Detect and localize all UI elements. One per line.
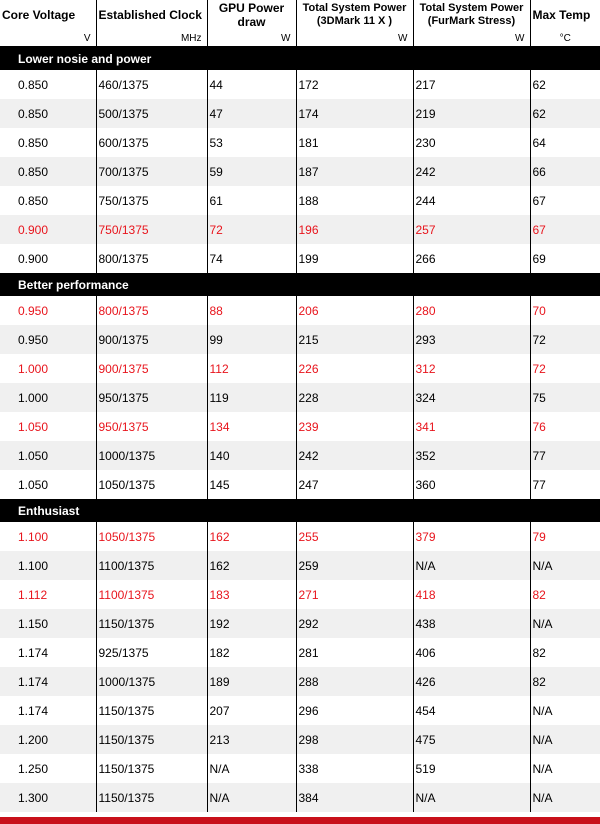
cell-core-voltage: 1.000 [0, 383, 96, 412]
units-row [0, 30, 600, 47]
cell-established-clock: 500/1375 [96, 99, 207, 128]
cell-system-power-furmark: 324 [413, 383, 530, 412]
cell-system-power-3dmark: 298 [296, 725, 413, 754]
cell-core-voltage: 1.174 [0, 638, 96, 667]
cell-max-temp: 77 [530, 470, 600, 499]
cell-system-power-furmark: 341 [413, 412, 530, 441]
cell-core-voltage: 1.112 [0, 580, 96, 609]
section-header-row [0, 273, 600, 296]
table-row [0, 551, 600, 580]
unit-system-power-furmark: W [413, 30, 530, 47]
cell-gpu-power: 74 [207, 244, 296, 273]
table-row [0, 128, 600, 157]
table-row [0, 696, 600, 725]
cell-system-power-3dmark: 174 [296, 99, 413, 128]
header-system-power-3dmark [296, 0, 413, 30]
cell-established-clock: 1050/1375 [96, 522, 207, 551]
unit-system-power-3dmark: W [296, 30, 413, 47]
cell-gpu-power: 47 [207, 99, 296, 128]
cell-max-temp: N/A [530, 551, 600, 580]
table-row [0, 522, 600, 551]
section-title: Lower nosie and power [0, 47, 600, 71]
cell-system-power-3dmark: 296 [296, 696, 413, 725]
cell-gpu-power: 162 [207, 551, 296, 580]
cell-gpu-power: 72 [207, 215, 296, 244]
cell-gpu-power: 53 [207, 128, 296, 157]
cell-system-power-3dmark: 239 [296, 412, 413, 441]
cell-core-voltage: 0.850 [0, 99, 96, 128]
cell-established-clock: 750/1375 [96, 215, 207, 244]
cell-max-temp: 72 [530, 325, 600, 354]
cell-gpu-power: 213 [207, 725, 296, 754]
cell-system-power-3dmark: 172 [296, 70, 413, 99]
cell-established-clock: 1150/1375 [96, 783, 207, 812]
cell-system-power-furmark: 242 [413, 157, 530, 186]
cell-core-voltage: 1.174 [0, 667, 96, 696]
table-row [0, 244, 600, 273]
cell-max-temp: 67 [530, 215, 600, 244]
cell-system-power-furmark: 266 [413, 244, 530, 273]
table-row [0, 99, 600, 128]
section-header-row [0, 499, 600, 522]
cell-system-power-3dmark: 281 [296, 638, 413, 667]
table-row [0, 412, 600, 441]
cell-system-power-furmark: 519 [413, 754, 530, 783]
cell-system-power-furmark: 293 [413, 325, 530, 354]
cell-system-power-furmark: 418 [413, 580, 530, 609]
cell-core-voltage: 1.100 [0, 522, 96, 551]
cell-established-clock: 750/1375 [96, 186, 207, 215]
cell-system-power-3dmark: 226 [296, 354, 413, 383]
cell-system-power-3dmark: 271 [296, 580, 413, 609]
cell-core-voltage: 1.200 [0, 725, 96, 754]
header-row [0, 0, 600, 30]
header-system-power-furmark-line1: Total System Power [419, 2, 524, 14]
table-row [0, 609, 600, 638]
cell-established-clock: 1050/1375 [96, 470, 207, 499]
cell-max-temp: N/A [530, 725, 600, 754]
header-established-clock: Established Clock [96, 0, 207, 30]
cell-max-temp: 82 [530, 638, 600, 667]
cell-system-power-3dmark: 288 [296, 667, 413, 696]
cell-gpu-power: 59 [207, 157, 296, 186]
table-body [0, 47, 600, 813]
cell-system-power-3dmark: 196 [296, 215, 413, 244]
cell-system-power-3dmark: 292 [296, 609, 413, 638]
cell-gpu-power: 99 [207, 325, 296, 354]
table-row [0, 667, 600, 696]
cell-established-clock: 1000/1375 [96, 441, 207, 470]
cell-core-voltage: 0.900 [0, 244, 96, 273]
cell-system-power-furmark: N/A [413, 551, 530, 580]
cell-max-temp: 62 [530, 70, 600, 99]
cell-system-power-3dmark: 247 [296, 470, 413, 499]
cell-established-clock: 800/1375 [96, 296, 207, 325]
header-gpu-power-line1: GPU Power [218, 1, 285, 15]
cell-gpu-power: 112 [207, 354, 296, 383]
cell-gpu-power: 134 [207, 412, 296, 441]
cell-established-clock: 700/1375 [96, 157, 207, 186]
cell-system-power-furmark: N/A [413, 783, 530, 812]
cell-established-clock: 900/1375 [96, 325, 207, 354]
table-row [0, 70, 600, 99]
unit-clock: MHz [96, 30, 207, 47]
cell-system-power-furmark: 257 [413, 215, 530, 244]
cell-max-temp: 64 [530, 128, 600, 157]
cell-core-voltage: 0.950 [0, 325, 96, 354]
table-row [0, 215, 600, 244]
cell-gpu-power: 162 [207, 522, 296, 551]
cell-system-power-3dmark: 206 [296, 296, 413, 325]
cell-gpu-power: N/A [207, 783, 296, 812]
table-row [0, 580, 600, 609]
cell-gpu-power: 183 [207, 580, 296, 609]
cell-max-temp: 79 [530, 522, 600, 551]
section-title: Better performance [0, 273, 600, 296]
cell-system-power-furmark: 475 [413, 725, 530, 754]
table-row [0, 296, 600, 325]
unit-temp: °C [530, 30, 600, 47]
cell-gpu-power: 88 [207, 296, 296, 325]
cell-established-clock: 800/1375 [96, 244, 207, 273]
cell-core-voltage: 1.050 [0, 412, 96, 441]
cell-core-voltage: 0.850 [0, 70, 96, 99]
cell-established-clock: 1100/1375 [96, 580, 207, 609]
cell-gpu-power: 44 [207, 70, 296, 99]
cell-core-voltage: 1.050 [0, 441, 96, 470]
table-row [0, 754, 600, 783]
cell-gpu-power: 119 [207, 383, 296, 412]
cell-max-temp: 82 [530, 580, 600, 609]
cell-system-power-3dmark: 338 [296, 754, 413, 783]
cell-system-power-3dmark: 384 [296, 783, 413, 812]
cell-max-temp: N/A [530, 754, 600, 783]
table-row [0, 441, 600, 470]
cell-system-power-3dmark: 187 [296, 157, 413, 186]
cell-system-power-furmark: 244 [413, 186, 530, 215]
cell-system-power-3dmark: 242 [296, 441, 413, 470]
cell-max-temp: 70 [530, 296, 600, 325]
cell-established-clock: 900/1375 [96, 354, 207, 383]
table-row [0, 325, 600, 354]
cell-system-power-3dmark: 181 [296, 128, 413, 157]
section-header-row [0, 47, 600, 71]
cell-gpu-power: 145 [207, 470, 296, 499]
cell-established-clock: 925/1375 [96, 638, 207, 667]
table-row [0, 470, 600, 499]
cell-established-clock: 600/1375 [96, 128, 207, 157]
cell-system-power-3dmark: 228 [296, 383, 413, 412]
cell-max-temp: 76 [530, 412, 600, 441]
cell-max-temp: N/A [530, 783, 600, 812]
cell-core-voltage: 1.174 [0, 696, 96, 725]
cell-core-voltage: 0.950 [0, 296, 96, 325]
cell-system-power-3dmark: 255 [296, 522, 413, 551]
cell-established-clock: 1150/1375 [96, 754, 207, 783]
cell-system-power-3dmark: 188 [296, 186, 413, 215]
unit-voltage: V [0, 30, 96, 47]
section-title: Enthusiast [0, 499, 600, 522]
cell-core-voltage: 1.000 [0, 354, 96, 383]
table-row [0, 383, 600, 412]
header-max-temp: Max Temp [530, 0, 600, 30]
table-row [0, 725, 600, 754]
cell-gpu-power: 61 [207, 186, 296, 215]
table-row [0, 638, 600, 667]
cell-max-temp: N/A [530, 609, 600, 638]
cell-gpu-power: 182 [207, 638, 296, 667]
cell-system-power-3dmark: 215 [296, 325, 413, 354]
cell-max-temp: 75 [530, 383, 600, 412]
footer-bar [0, 817, 600, 824]
cell-established-clock: 1150/1375 [96, 609, 207, 638]
cell-core-voltage: 1.100 [0, 551, 96, 580]
cell-system-power-furmark: 438 [413, 609, 530, 638]
cell-core-voltage: 0.850 [0, 128, 96, 157]
cell-established-clock: 1000/1375 [96, 667, 207, 696]
header-system-power-3dmark-line1: Total System Power [302, 2, 407, 14]
table-row [0, 186, 600, 215]
cell-core-voltage: 1.150 [0, 609, 96, 638]
cell-max-temp: 66 [530, 157, 600, 186]
cell-established-clock: 1100/1375 [96, 551, 207, 580]
cell-established-clock: 1150/1375 [96, 696, 207, 725]
table-row [0, 157, 600, 186]
cell-system-power-3dmark: 199 [296, 244, 413, 273]
cell-system-power-furmark: 360 [413, 470, 530, 499]
header-core-voltage: Core Voltage [2, 8, 76, 22]
cell-established-clock: 1150/1375 [96, 725, 207, 754]
cell-system-power-furmark: 280 [413, 296, 530, 325]
header-system-power-furmark-line2: (FurMark Stress) [427, 15, 516, 27]
cell-max-temp: N/A [530, 696, 600, 725]
table-row [0, 783, 600, 812]
cell-established-clock: 950/1375 [96, 383, 207, 412]
unit-gpu-power: W [207, 30, 296, 47]
cell-established-clock: 460/1375 [96, 70, 207, 99]
cell-system-power-furmark: 352 [413, 441, 530, 470]
cell-core-voltage: 0.850 [0, 157, 96, 186]
cell-established-clock: 950/1375 [96, 412, 207, 441]
cell-system-power-furmark: 379 [413, 522, 530, 551]
cell-system-power-furmark: 219 [413, 99, 530, 128]
cell-system-power-furmark: 426 [413, 667, 530, 696]
header-system-power-3dmark-line2: (3DMark 11 X ) [316, 15, 393, 27]
table-row [0, 354, 600, 383]
header-system-power-furmark [413, 0, 530, 30]
cell-system-power-furmark: 230 [413, 128, 530, 157]
cell-gpu-power: 207 [207, 696, 296, 725]
cell-gpu-power: 192 [207, 609, 296, 638]
cell-system-power-furmark: 406 [413, 638, 530, 667]
cell-core-voltage: 1.300 [0, 783, 96, 812]
cell-max-temp: 69 [530, 244, 600, 273]
cell-max-temp: 82 [530, 667, 600, 696]
header-gpu-power-line2: draw [237, 15, 266, 29]
cell-core-voltage: 0.900 [0, 215, 96, 244]
cell-gpu-power: 189 [207, 667, 296, 696]
cell-max-temp: 72 [530, 354, 600, 383]
cell-max-temp: 67 [530, 186, 600, 215]
cell-system-power-furmark: 217 [413, 70, 530, 99]
cell-max-temp: 77 [530, 441, 600, 470]
cell-system-power-3dmark: 259 [296, 551, 413, 580]
cell-max-temp: 62 [530, 99, 600, 128]
header-gpu-power [207, 0, 296, 30]
cell-core-voltage: 1.250 [0, 754, 96, 783]
cell-core-voltage: 1.050 [0, 470, 96, 499]
cell-gpu-power: 140 [207, 441, 296, 470]
cell-core-voltage: 0.850 [0, 186, 96, 215]
cell-system-power-furmark: 454 [413, 696, 530, 725]
cell-gpu-power: N/A [207, 754, 296, 783]
cell-system-power-furmark: 312 [413, 354, 530, 383]
